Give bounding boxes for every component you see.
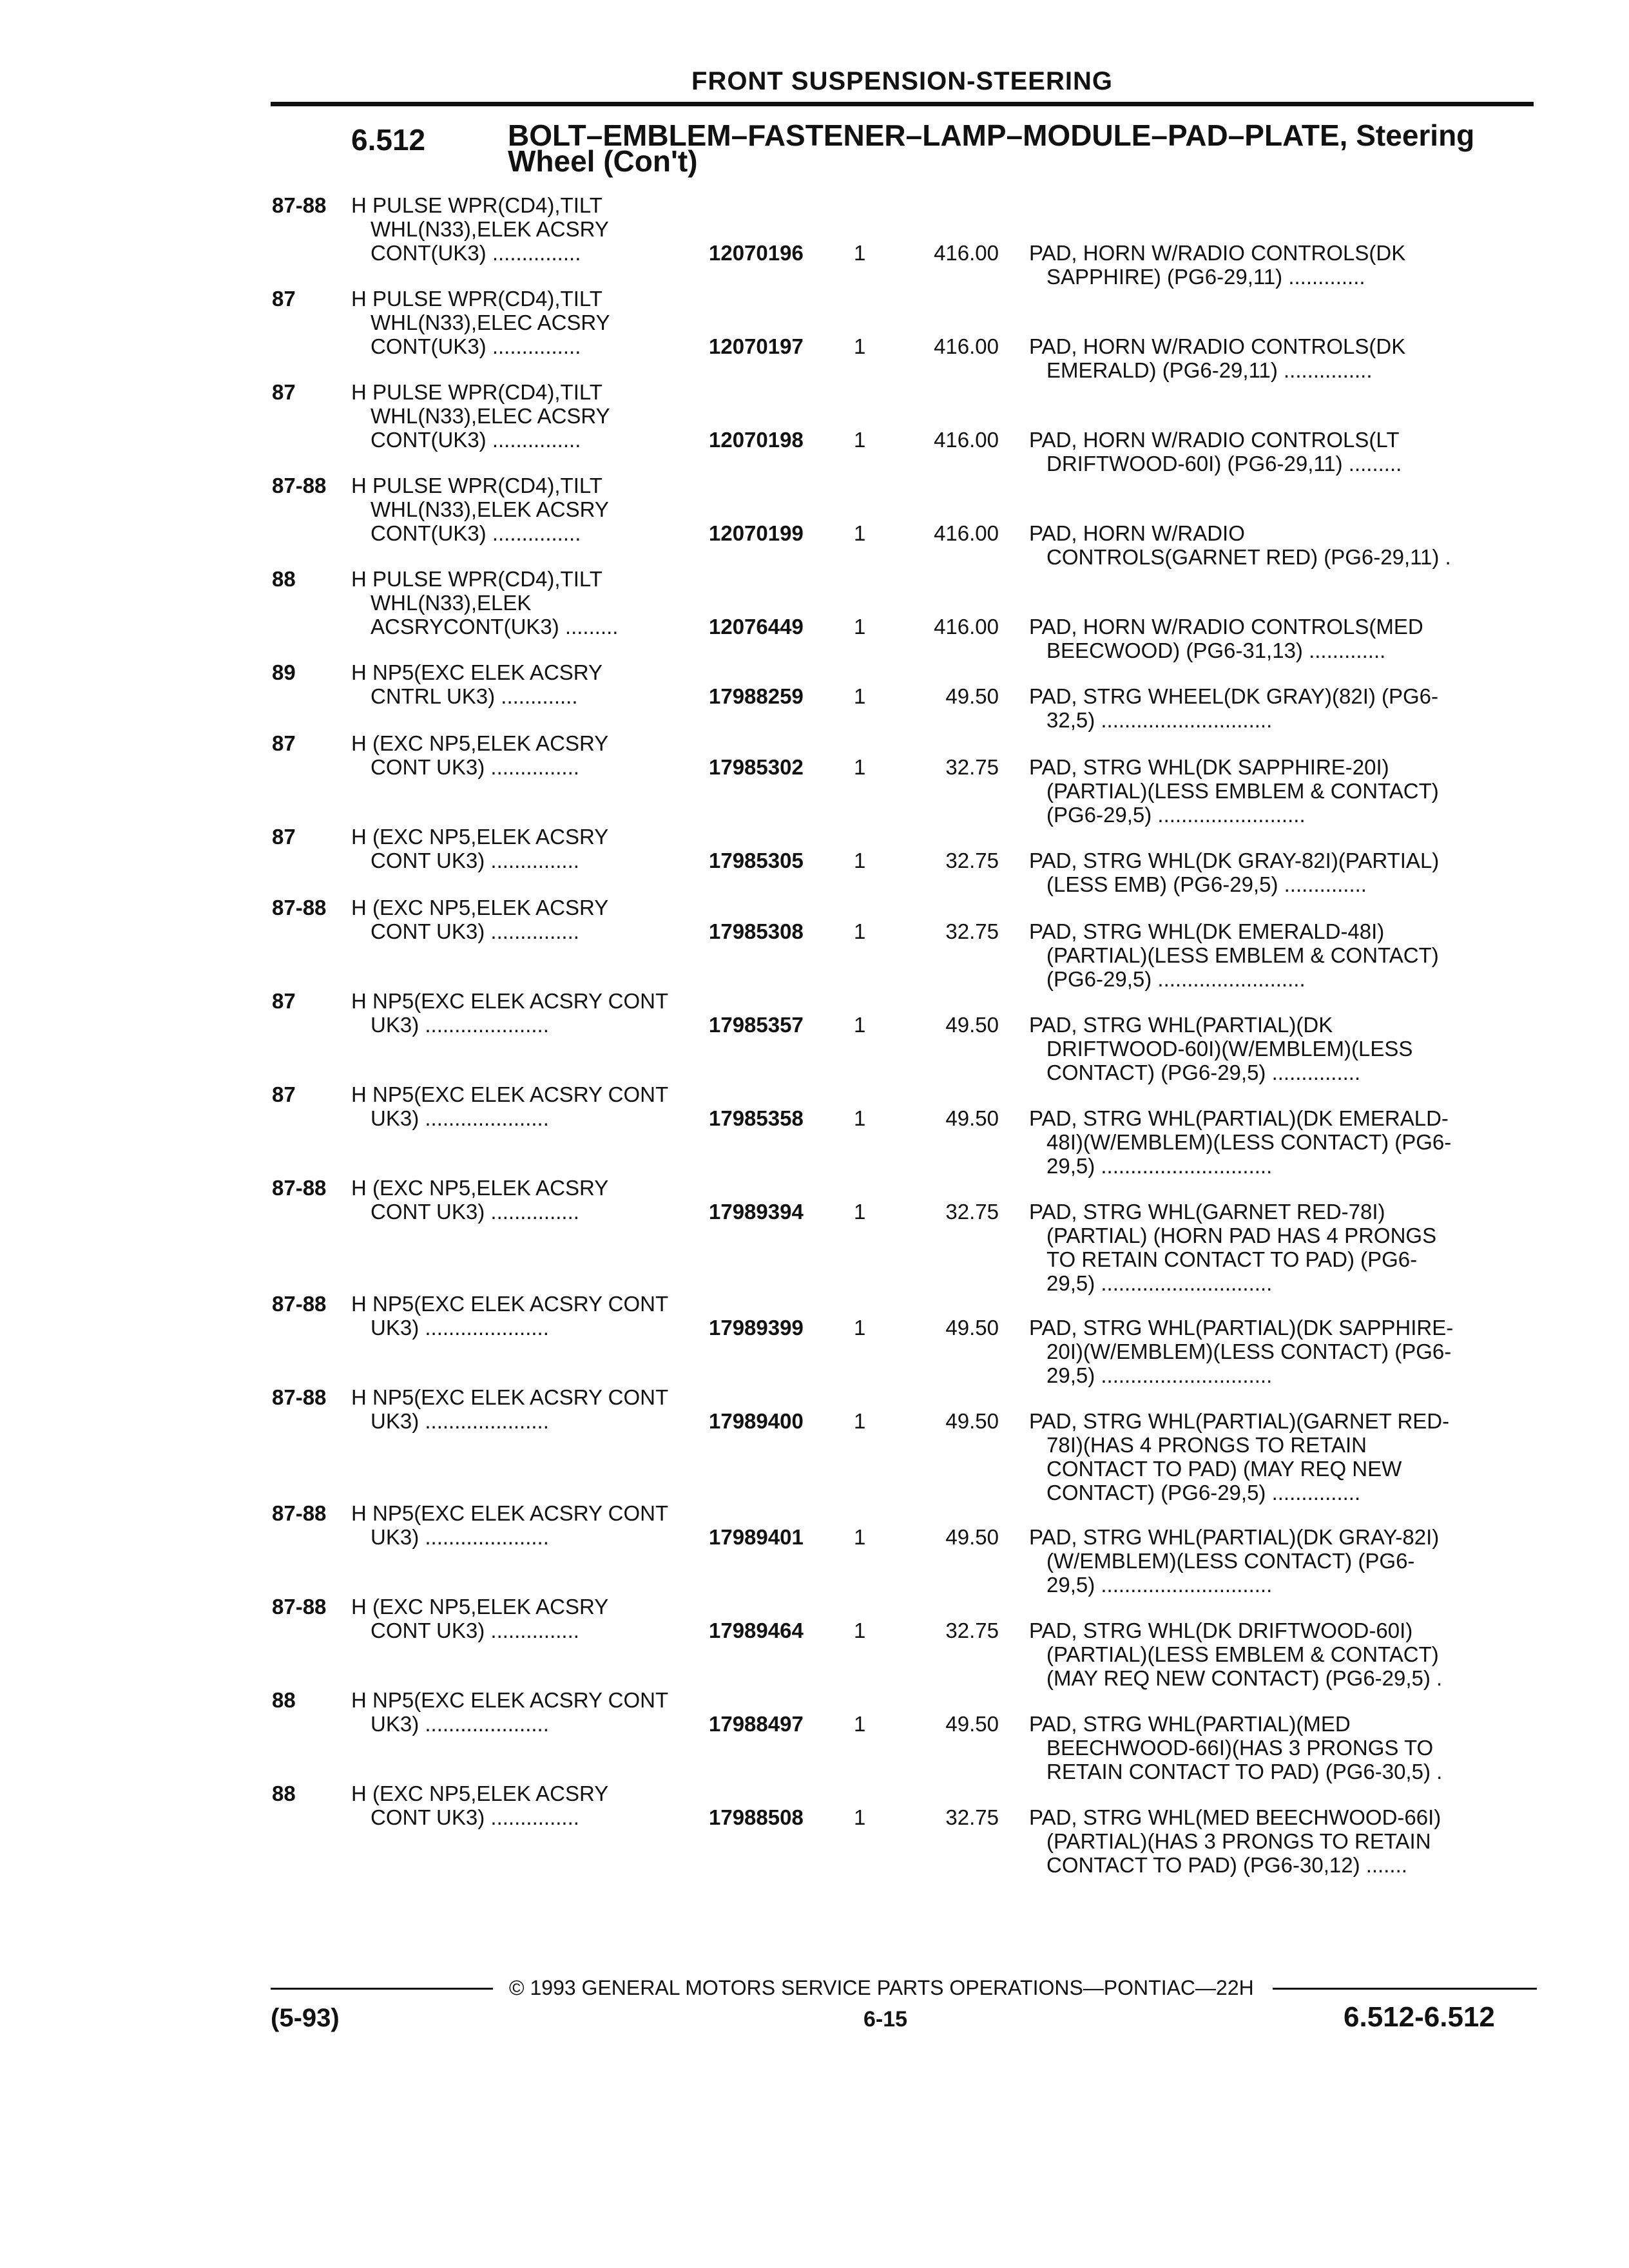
entry-part-name-line: PAD, STRG WHL(GARNET RED-78I)	[1029, 1200, 1385, 1224]
entry-description-line: H NP5(EXC ELEK ACSRY CONT	[351, 1688, 669, 1712]
entry-part-name-line: (LESS EMB) (PG6-29,5) ..............	[1046, 872, 1367, 896]
entry-description-line: CONT(UK3) ...............	[371, 521, 581, 545]
entry-quantity: 1	[854, 919, 866, 943]
entry-part-number: 12070198	[709, 428, 804, 452]
entry-description-line: H (EXC NP5,ELEK ACSRY	[351, 1782, 609, 1805]
entry-part-number: 12070196	[709, 241, 804, 265]
entry-quantity: 1	[854, 755, 866, 779]
entry-years: 88	[272, 567, 296, 591]
entry-description	[351, 193, 699, 265]
entry-price: 416.00	[934, 615, 999, 639]
entry-part-number: 17989400	[709, 1409, 804, 1433]
footer-date-code: (5-93)	[271, 2004, 340, 2032]
footer-copyright: © 1993 GENERAL MOTORS SERVICE PARTS OPERATIONS—PONTIAC—22H	[509, 1976, 1254, 1999]
entry-part-name	[1029, 849, 1499, 896]
entry-price: 49.50	[945, 1316, 999, 1340]
entry-price: 32.75	[945, 849, 999, 872]
entry-description	[351, 1595, 699, 1642]
entry-part-name-line: PAD, STRG WHL(PARTIAL)(DK	[1029, 1013, 1333, 1037]
entry-quantity: 1	[854, 1200, 866, 1224]
entry-part-number: 17985308	[709, 919, 804, 943]
entry-part-name-line: PAD, STRG WHL(PARTIAL)(MED	[1029, 1712, 1351, 1736]
entry-part-name-line: 20I)(W/EMBLEM)(LESS CONTACT) (PG6-	[1046, 1340, 1452, 1363]
entry-description	[351, 1292, 699, 1340]
entry-description-line: H PULSE WPR(CD4),TILT	[351, 193, 602, 217]
entry-description-line: CONT(UK3) ...............	[371, 428, 581, 452]
entry-years: 87-88	[272, 896, 327, 919]
entry-part-name-line: (PG6-29,5) .........................	[1046, 967, 1306, 991]
entry-part-name-line: PAD, STRG WHL(DK DRIFTWOOD-60I)	[1029, 1619, 1413, 1642]
entry-part-name-line: 78I)(HAS 4 PRONGS TO RETAIN	[1046, 1433, 1367, 1457]
section-title-line2: Wheel (Con't)	[508, 144, 698, 178]
entry-description-line: CONT UK3) ...............	[371, 1619, 579, 1642]
entry-part-name-line: PAD, HORN W/RADIO CONTROLS(LT	[1029, 428, 1400, 452]
entry-quantity: 1	[854, 241, 866, 265]
entry-part-name-line: 29,5) .............................	[1046, 1573, 1273, 1597]
entry-part-name-line: EMERALD) (PG6-29,11) ...............	[1046, 358, 1373, 382]
section-number: 6.512	[351, 123, 426, 157]
entry-part-number: 12076449	[709, 615, 804, 639]
entry-description-line: UK3) .....................	[371, 1409, 549, 1433]
entry-years: 87	[272, 731, 296, 755]
entry-description	[351, 731, 699, 779]
entry-description	[351, 989, 699, 1037]
entry-part-name	[1029, 1106, 1499, 1178]
entry-part-name	[1029, 615, 1499, 662]
entry-quantity: 1	[854, 1805, 866, 1829]
entry-description	[351, 380, 699, 452]
entry-description-line: ACSRYCONT(UK3) .........	[371, 615, 619, 639]
entry-part-name-line: CONTACT) (PG6-29,5) ...............	[1046, 1481, 1361, 1504]
entry-part-name-line: PAD, STRG WHL(PARTIAL)(GARNET RED-	[1029, 1409, 1450, 1433]
entry-part-name	[1029, 1619, 1499, 1690]
entry-description	[351, 1082, 699, 1130]
entry-part-name-line: BEECHWOOD-66I)(HAS 3 PRONGS TO	[1046, 1736, 1434, 1760]
entry-description-line: H NP5(EXC ELEK ACSRY CONT	[351, 989, 669, 1013]
entry-part-name	[1029, 521, 1499, 569]
entry-part-name-line: PAD, HORN W/RADIO CONTROLS(DK	[1029, 334, 1406, 358]
entry-description-line: UK3) .....................	[371, 1712, 549, 1736]
entry-description-line: WHL(N33),ELEC ACSRY	[371, 311, 610, 334]
entry-description-line: H NP5(EXC ELEK ACSRY CONT	[351, 1292, 669, 1316]
entry-description-line: CNTRL UK3) .............	[371, 684, 578, 708]
entry-description	[351, 474, 699, 545]
entry-years: 87	[272, 825, 296, 849]
entry-years: 87	[272, 1082, 296, 1106]
entry-part-name-line: PAD, STRG WHL(PARTIAL)(DK GRAY-82I)	[1029, 1525, 1440, 1549]
entry-part-name-line: 32,5) .............................	[1046, 708, 1273, 732]
entry-part-name-line: PAD, STRG WHL(PARTIAL)(DK EMERALD-	[1029, 1106, 1449, 1130]
entry-description-line: CONT UK3) ...............	[371, 849, 579, 872]
entry-years: 89	[272, 660, 296, 684]
entry-price: 32.75	[945, 1619, 999, 1642]
entry-part-name-line: (MAY REQ NEW CONTACT) (PG6-29,5) .	[1046, 1666, 1443, 1690]
entry-description-line: WHL(N33),ELEC ACSRY	[371, 404, 610, 428]
entry-description-line: H (EXC NP5,ELEK ACSRY	[351, 731, 609, 755]
entry-part-name	[1029, 428, 1499, 476]
entry-part-name-line: SAPPHIRE) (PG6-29,11) .............	[1046, 265, 1365, 289]
entry-quantity: 1	[854, 428, 866, 452]
entry-part-name-line: (W/EMBLEM)(LESS CONTACT) (PG6-	[1046, 1549, 1415, 1573]
entry-part-number: 17988497	[709, 1712, 804, 1736]
entry-part-name-line: 29,5) .............................	[1046, 1154, 1273, 1178]
entry-part-name-line: TO RETAIN CONTACT TO PAD) (PG6-	[1046, 1247, 1418, 1271]
entry-description-line: CONT UK3) ...............	[371, 1200, 579, 1224]
entry-description	[351, 1176, 699, 1224]
entry-description-line: CONT UK3) ...............	[371, 919, 579, 943]
entry-quantity: 1	[854, 1712, 866, 1736]
entry-part-name-line: PAD, HORN W/RADIO	[1029, 521, 1245, 545]
entry-years: 88	[272, 1782, 296, 1805]
entry-quantity: 1	[854, 1525, 866, 1549]
entry-description-line: UK3) .....................	[371, 1106, 549, 1130]
entry-quantity: 1	[854, 521, 866, 545]
entry-description-line: CONT(UK3) ...............	[371, 334, 581, 358]
footer-section-range: 6.512-6.512	[1344, 2001, 1495, 2033]
entry-part-name	[1029, 1013, 1499, 1084]
entry-part-name-line: CONTACT TO PAD) (MAY REQ NEW	[1046, 1457, 1402, 1481]
entry-description-line: H NP5(EXC ELEK ACSRY CONT	[351, 1082, 669, 1106]
entry-part-number: 17985357	[709, 1013, 804, 1037]
entry-price: 49.50	[945, 1712, 999, 1736]
entry-part-name-line: PAD, STRG WHL(PARTIAL)(DK SAPPHIRE-	[1029, 1316, 1454, 1340]
entry-part-number: 17989399	[709, 1316, 804, 1340]
entry-description	[351, 1782, 699, 1829]
entry-quantity: 1	[854, 1106, 866, 1130]
entry-part-name	[1029, 1805, 1499, 1877]
entry-description-line: CONT UK3) ...............	[371, 1805, 579, 1829]
entry-description	[351, 287, 699, 358]
entry-part-number: 12070199	[709, 521, 804, 545]
entry-price: 32.75	[945, 919, 999, 943]
entry-description-line: UK3) .....................	[371, 1525, 549, 1549]
entry-part-name	[1029, 684, 1499, 732]
entry-part-name-line: PAD, STRG WHL(DK GRAY-82I)(PARTIAL)	[1029, 849, 1440, 872]
entry-description-line: WHL(N33),ELEK ACSRY	[371, 217, 609, 241]
entry-part-number: 17989464	[709, 1619, 804, 1642]
entry-description	[351, 896, 699, 943]
entry-description-line: WHL(N33),ELEK ACSRY	[371, 497, 609, 521]
entry-description-line: H (EXC NP5,ELEK ACSRY	[351, 896, 609, 919]
entry-part-name	[1029, 919, 1499, 991]
entry-part-name	[1029, 1712, 1499, 1783]
entry-quantity: 1	[854, 1013, 866, 1037]
footer-rule-right	[1273, 1988, 1537, 1990]
entry-part-name	[1029, 241, 1499, 289]
entry-quantity: 1	[854, 1619, 866, 1642]
footer-rule-left	[271, 1988, 493, 1990]
entry-part-name-line: DRIFTWOOD-60I) (PG6-29,11) .........	[1046, 452, 1402, 476]
entry-description-line: UK3) .....................	[371, 1013, 549, 1037]
entry-part-name-line: CONTACT TO PAD) (PG6-30,12) .......	[1046, 1853, 1407, 1877]
entry-part-number: 17985305	[709, 849, 804, 872]
entry-description	[351, 825, 699, 872]
entry-years: 87-88	[272, 193, 327, 217]
entry-part-name-line: 29,5) .............................	[1046, 1363, 1273, 1387]
entry-price: 416.00	[934, 521, 999, 545]
entry-years: 87-88	[272, 1501, 327, 1525]
entry-years: 87	[272, 287, 296, 311]
entry-description-line: H PULSE WPR(CD4),TILT	[351, 474, 602, 497]
entry-part-name	[1029, 1525, 1499, 1597]
entry-description-line: WHL(N33),ELEK	[371, 591, 532, 615]
entry-price: 32.75	[945, 1805, 999, 1829]
entry-years: 87	[272, 380, 296, 404]
entry-part-name	[1029, 1409, 1499, 1504]
entry-part-number: 17985302	[709, 755, 804, 779]
entry-description-line: CONT UK3) ...............	[371, 755, 579, 779]
entry-part-number: 17988508	[709, 1805, 804, 1829]
section-title-line1: BOLT–EMBLEM–FASTENER–LAMP–MODULE–PAD–PLATE, Steering	[508, 119, 1475, 152]
entry-price: 416.00	[934, 428, 999, 452]
entry-description-line: H NP5(EXC ELEK ACSRY	[351, 660, 603, 684]
entry-part-name-line: PAD, STRG WHL(MED BEECHWOOD-66I)	[1029, 1805, 1441, 1829]
entry-quantity: 1	[854, 1409, 866, 1433]
entry-quantity: 1	[854, 1316, 866, 1340]
entry-price: 49.50	[945, 684, 999, 708]
entry-description	[351, 660, 699, 708]
entry-part-number: 17989401	[709, 1525, 804, 1549]
entry-part-name	[1029, 334, 1499, 382]
entry-part-number: 17988259	[709, 684, 804, 708]
entry-part-name-line: BEECWOOD) (PG6-31,13) .............	[1046, 639, 1386, 662]
entry-description-line: H PULSE WPR(CD4),TILT	[351, 380, 602, 404]
entry-part-name-line: (PARTIAL)(LESS EMBLEM & CONTACT)	[1046, 943, 1439, 967]
entry-part-name-line: DRIFTWOOD-60I)(W/EMBLEM)(LESS	[1046, 1037, 1413, 1061]
entry-part-name-line: 29,5) .............................	[1046, 1271, 1273, 1295]
entry-part-name-line: PAD, STRG WHL(DK EMERALD-48I)	[1029, 919, 1385, 943]
entry-price: 32.75	[945, 755, 999, 779]
entry-description	[351, 1688, 699, 1736]
entry-description-line: H NP5(EXC ELEK ACSRY CONT	[351, 1385, 669, 1409]
entry-part-name-line: (PARTIAL)(LESS EMBLEM & CONTACT)	[1046, 1642, 1439, 1666]
entry-price: 49.50	[945, 1106, 999, 1130]
entry-part-name-line: CONTROLS(GARNET RED) (PG6-29,11) .	[1046, 545, 1451, 569]
entry-part-name	[1029, 1316, 1499, 1387]
entry-part-name-line: CONTACT) (PG6-29,5) ...............	[1046, 1061, 1361, 1084]
entry-description-line: H (EXC NP5,ELEK ACSRY	[351, 1176, 609, 1200]
entry-description-line: H (EXC NP5,ELEK ACSRY	[351, 1595, 609, 1619]
entry-years: 88	[272, 1688, 296, 1712]
entry-description-line: H (EXC NP5,ELEK ACSRY	[351, 825, 609, 849]
page-header: FRONT SUSPENSION-STEERING	[691, 67, 1113, 95]
entry-part-number: 17985358	[709, 1106, 804, 1130]
entry-description-line: H PULSE WPR(CD4),TILT	[351, 567, 602, 591]
entry-years: 87	[272, 989, 296, 1013]
entry-price: 49.50	[945, 1409, 999, 1433]
entry-part-name-line: (PG6-29,5) .........................	[1046, 803, 1306, 827]
entry-quantity: 1	[854, 334, 866, 358]
entry-years: 87-88	[272, 474, 327, 497]
entry-part-name	[1029, 1200, 1499, 1295]
entry-price: 416.00	[934, 334, 999, 358]
entry-price: 49.50	[945, 1525, 999, 1549]
entry-years: 87-88	[272, 1176, 327, 1200]
entry-description-line: UK3) .....................	[371, 1316, 549, 1340]
entry-price: 416.00	[934, 241, 999, 265]
entry-years: 87-88	[272, 1385, 327, 1409]
entry-years: 87-88	[272, 1595, 327, 1619]
entry-description-line: CONT(UK3) ...............	[371, 241, 581, 265]
entry-description-line: H PULSE WPR(CD4),TILT	[351, 287, 602, 311]
footer-page-number: 6-15	[863, 2007, 908, 2032]
entry-part-name	[1029, 755, 1499, 827]
entry-quantity: 1	[854, 684, 866, 708]
entry-part-number: 12070197	[709, 334, 804, 358]
entry-part-name-line: PAD, STRG WHEEL(DK GRAY)(82I) (PG6-	[1029, 684, 1439, 708]
entry-part-number: 17989394	[709, 1200, 804, 1224]
entry-part-name-line: 48I)(W/EMBLEM)(LESS CONTACT) (PG6-	[1046, 1130, 1452, 1154]
entry-years: 87-88	[272, 1292, 327, 1316]
entry-part-name-line: PAD, HORN W/RADIO CONTROLS(MED	[1029, 615, 1423, 639]
entry-part-name-line: (PARTIAL) (HORN PAD HAS 4 PRONGS	[1046, 1224, 1437, 1247]
entry-description	[351, 1385, 699, 1433]
entry-part-name-line: (PARTIAL)(LESS EMBLEM & CONTACT)	[1046, 779, 1439, 803]
entry-price: 32.75	[945, 1200, 999, 1224]
entry-quantity: 1	[854, 849, 866, 872]
entry-part-name-line: PAD, HORN W/RADIO CONTROLS(DK	[1029, 241, 1406, 265]
entry-price: 49.50	[945, 1013, 999, 1037]
entry-description-line: H NP5(EXC ELEK ACSRY CONT	[351, 1501, 669, 1525]
entry-description	[351, 1501, 699, 1549]
entry-quantity: 1	[854, 615, 866, 639]
entry-part-name-line: RETAIN CONTACT TO PAD) (PG6-30,5) .	[1046, 1760, 1443, 1783]
entry-part-name-line: PAD, STRG WHL(DK SAPPHIRE-20I)	[1029, 755, 1389, 779]
entry-description	[351, 567, 699, 639]
entry-part-name-line: (PARTIAL)(HAS 3 PRONGS TO RETAIN	[1046, 1829, 1431, 1853]
